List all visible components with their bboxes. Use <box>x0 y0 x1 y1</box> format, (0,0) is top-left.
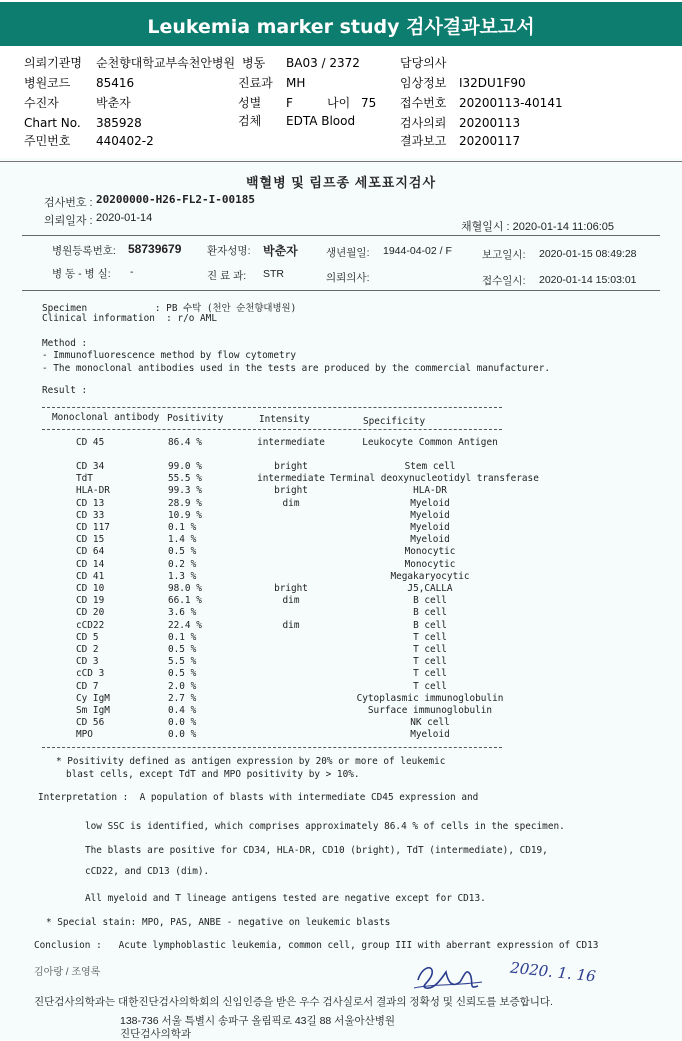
result-table-header-rule <box>42 429 502 430</box>
antibody-cell: CD 10 <box>76 583 105 594</box>
positivity-cell: 0.4 % <box>168 705 197 716</box>
hospital-code-value: 85416 <box>96 76 135 90</box>
positivity-cell: 0.5 % <box>168 546 197 558</box>
antibody-cell: CD 34 <box>76 461 105 472</box>
specificity-cell: NK cell <box>410 717 450 729</box>
recipient-value: 박춘자 <box>96 96 131 110</box>
positivity-cell: 2.7 % <box>168 692 197 704</box>
positivity-cell: 55.5 % <box>168 473 202 485</box>
method-title: Method : <box>42 338 88 349</box>
positivity-cell: 28.9 % <box>168 497 202 509</box>
patient-table-bottom-rule <box>22 290 660 291</box>
antibody-cell: Sm IgM <box>76 705 110 716</box>
antibody-cell: CD 7 <box>76 680 99 692</box>
interpretation-line-1: Interpretation : A population of blasts with intermediate CD45 expression and <box>38 792 479 803</box>
antibody-cell: Cy IgM <box>76 692 110 704</box>
antibody-cell: CD 64 <box>76 546 105 558</box>
resident-no-value: 440402-2 <box>96 134 154 148</box>
method-line-1: - Immunofluorescence method by flow cytometry <box>42 350 296 361</box>
ward-value: BA03 / 2372 <box>286 56 360 70</box>
positivity-cell: 1.3 % <box>168 570 197 582</box>
clinical-info-label: 임상정보 <box>400 76 447 90</box>
method-line-2: - The monoclonal antibodies used in the tests are produced by the commercial manufacturer. <box>42 363 550 374</box>
col-header-positivity: Positivity <box>167 413 224 424</box>
specificity-cell: Leukocyte Common Antigen <box>362 437 498 448</box>
antibody-cell: CD 14 <box>76 558 105 570</box>
report-title: Leukemia marker study 검사결과보고서 <box>147 16 535 38</box>
specificity-cell: B cell <box>413 607 447 619</box>
antibody-cell: CD 45 <box>76 437 105 448</box>
positivity-cell: 10.9 % <box>168 509 202 521</box>
antibody-cell: CD 33 <box>76 509 105 521</box>
institution-label: 의뢰기관명 <box>24 56 82 70</box>
special-stain: * Special stain: MPO, PAS, ANBE - negative on leukemic blasts <box>46 917 391 928</box>
report-time-value: 2020-01-15 08:49:28 <box>539 248 637 260</box>
specificity-cell: T cell <box>413 668 447 680</box>
specimen-line: Specimen : PB 수탁 (천안 순천향대병원) <box>42 303 297 314</box>
patient-name-value: 박춘자 <box>263 244 298 258</box>
positivity-cell: 0.2 % <box>168 558 197 570</box>
specificity-cell: HLA-DR <box>413 485 447 497</box>
scan-top-divider <box>0 161 682 162</box>
sex-label: 성별 <box>238 96 262 110</box>
intensity-cell: intermediate <box>257 473 325 485</box>
antibody-cell: cCD 3 <box>76 668 105 680</box>
antibody-cell: CD 20 <box>76 607 105 619</box>
clinical-line: Clinical information : r/o AML <box>42 313 217 324</box>
col-header-specificity: Specificity <box>363 416 426 427</box>
interpretation-line-5: All myeloid and T lineage antigens tested are negative except for CD13. <box>85 893 486 904</box>
specificity-cell: Megakaryocytic <box>390 570 470 582</box>
antibody-cell: CD 13 <box>76 497 105 509</box>
antibody-cell: TdT <box>76 473 93 485</box>
receipt-time-value: 2020-01-14 15:03:01 <box>539 274 637 286</box>
request-date-value: 20200113 <box>459 116 521 130</box>
antibody-cell: CD 3 <box>76 656 99 668</box>
conclusion: Conclusion : Acute lymphoblastic leukemia, common cell, group III with aberrant expression of CD13 <box>34 940 599 951</box>
intensity-cell: bright <box>274 461 308 472</box>
request-date-label: 검사의뢰 <box>400 116 447 130</box>
intensity-cell: dim <box>282 497 300 509</box>
request-date-label-2: 의뢰일자 : <box>44 215 93 227</box>
positivity-cell: 0.5 % <box>168 668 197 680</box>
intensity-cell: bright <box>274 583 308 594</box>
intensity-cell: dim <box>282 595 300 607</box>
positivity-cell: 99.3 % <box>168 485 202 497</box>
dept-value: MH <box>286 76 306 90</box>
specificity-cell: T cell <box>413 656 447 668</box>
antibody-cell: CD 2 <box>76 644 99 655</box>
specificity-cell: J5,CALLA <box>407 583 453 594</box>
specificity-cell: Myeloid <box>410 534 450 546</box>
specificity-cell: Monocytic <box>404 558 456 570</box>
antibody-cell: CD 56 <box>76 717 105 729</box>
specificity-cell: B cell <box>413 619 447 631</box>
note-line-2: blast cells, except TdT and MPO positivity by > 10%. <box>66 769 360 780</box>
interpretation-line-3: The blasts are positive for CD34, HLA-DR, CD10 (bright), TdT (intermediate), CD19, <box>85 845 548 856</box>
antibody-cell: CD 117 <box>76 522 110 533</box>
antibody-cell: HLA-DR <box>76 485 110 497</box>
report-time-label: 보고일시: <box>482 249 526 261</box>
positivity-cell: 0.0 % <box>168 729 197 741</box>
ward-label: 병동 <box>242 56 266 70</box>
exam-no-label: 검사번호 : <box>44 197 93 209</box>
antibody-cell: CD 41 <box>76 570 105 582</box>
resident-no-label: 주민번호 <box>24 134 71 148</box>
col-header-antibody: Monoclonal antibody <box>52 412 160 423</box>
antibody-cell: CD 19 <box>76 595 105 607</box>
specificity-cell: Terminal deoxynucleotidyl transferase <box>330 473 539 485</box>
report-header-bar <box>0 2 682 46</box>
certification-text: 진단검사의학과는 대한진단검사의학회의 신임인증을 받은 우수 검사실로서 결과의 정확성 및 신뢰도를 보증합니다. <box>34 996 553 1008</box>
chart-no-label: Chart No. <box>24 116 81 130</box>
specificity-cell: T cell <box>413 680 447 692</box>
specimen-value: EDTA Blood <box>286 114 356 128</box>
report-heading: 백혈병 및 림프종 세포표지검사 <box>245 175 437 190</box>
positivity-cell: 1.4 % <box>168 534 197 546</box>
physician-label: 의뢰의사: <box>326 272 370 284</box>
receipt-no-label: 접수번호 <box>400 96 447 110</box>
dob-value: 1944-04-02 / F <box>383 245 452 257</box>
receipt-no-value: 20200113-40141 <box>459 96 563 110</box>
positivity-cell: 86.4 % <box>168 437 202 448</box>
dept-label-2: 진 료 과: <box>207 270 247 282</box>
interpretation-line-2: low SSC is identified, which comprises approximately 86.4 % of cells in the specimen. <box>85 821 565 832</box>
intensity-cell: dim <box>282 619 300 631</box>
positivity-cell: 0.1 % <box>168 631 197 643</box>
department-footer: 진단검사의학과 <box>120 1028 192 1040</box>
dept-value-2: STR <box>263 268 284 280</box>
signers: 김아랑 / 조영록 <box>34 967 101 978</box>
specificity-cell: Myeloid <box>410 522 450 533</box>
reg-no-label: 병원등록번호: <box>52 245 116 257</box>
dob-label: 생년월일: <box>326 247 370 259</box>
request-date-value-2: 2020-01-14 <box>96 212 153 224</box>
antibody-cell: MPO <box>76 729 93 741</box>
positivity-cell: 66.1 % <box>168 595 202 607</box>
dept-label: 진료과 <box>238 76 273 90</box>
specificity-cell: Myeloid <box>410 509 450 521</box>
result-title: Result : <box>42 385 88 396</box>
antibody-cell: CD 5 <box>76 631 99 643</box>
patient-table-top-rule <box>22 235 660 236</box>
clinical-info-value: I32DU1F90 <box>459 76 526 90</box>
receipt-time-label: 접수일시: <box>482 275 526 287</box>
col-header-intensity: Intensity <box>259 414 310 425</box>
institution-value: 순천향대학교부속천안병원 <box>96 56 236 70</box>
interpretation-line-4: cCD22, and CD13 (dim). <box>85 866 210 877</box>
age-label: 나이 <box>327 96 351 110</box>
specificity-cell: T cell <box>413 644 447 655</box>
positivity-cell: 22.4 % <box>168 619 202 631</box>
reg-no-value: 58739679 <box>128 242 182 256</box>
result-table-bottom-rule <box>42 747 502 748</box>
exam-no-value: 20200000-H26-FL2-I-00185 <box>96 193 255 206</box>
antibody-cell: CD 15 <box>76 534 105 546</box>
doctor-label: 담당의사 <box>400 56 447 70</box>
positivity-cell: 2.0 % <box>168 680 197 692</box>
positivity-cell: 3.6 % <box>168 607 197 619</box>
antibody-cell: cCD22 <box>76 619 105 631</box>
ward-label-2: 병 동 - 병 실: <box>52 268 111 280</box>
report-date-value: 20200117 <box>459 134 521 148</box>
note-line-1: * Positivity defined as antigen expression by 20% or more of leukemic <box>56 756 446 767</box>
collect-date: 채혈일시 : 2020-01-14 11:06:05 <box>461 221 614 233</box>
specimen-label: 검체 <box>238 114 262 128</box>
intensity-cell: bright <box>274 485 308 497</box>
positivity-cell: 0.0 % <box>168 717 197 729</box>
intensity-cell: intermediate <box>257 437 325 448</box>
report-date-label: 결과보고 <box>400 134 447 148</box>
hospital-code-label: 병원코드 <box>24 76 71 90</box>
specificity-cell: Surface immunoglobulin <box>367 705 493 716</box>
patient-name-label: 환자성명: <box>207 245 251 257</box>
positivity-cell: 0.1 % <box>168 522 197 533</box>
specificity-cell: Monocytic <box>404 546 456 558</box>
positivity-cell: 0.5 % <box>168 644 197 655</box>
ward-value-2: - <box>130 266 134 278</box>
signature-date: 2020. 1. 16 <box>509 958 597 986</box>
specificity-cell: T cell <box>413 631 447 643</box>
specificity-cell: Myeloid <box>410 497 450 509</box>
sex-value: F <box>286 96 293 110</box>
hospital-address: 138-736 서울 특별시 송파구 올림픽로 43길 88 서울아산병원 <box>120 1015 396 1027</box>
specificity-cell: B cell <box>413 595 447 607</box>
positivity-cell: 98.0 % <box>168 583 202 594</box>
specificity-cell: Cytoplasmic immunoglobulin <box>356 692 504 704</box>
specificity-cell: Stem cell <box>404 461 456 472</box>
age-value: 75 <box>361 96 377 110</box>
positivity-cell: 5.5 % <box>168 656 197 668</box>
positivity-cell: 99.0 % <box>168 461 202 472</box>
chart-no-value: 385928 <box>96 116 142 130</box>
result-table-top-rule <box>42 407 502 408</box>
specificity-cell: Myeloid <box>410 729 450 741</box>
recipient-label: 수진자 <box>24 96 59 110</box>
